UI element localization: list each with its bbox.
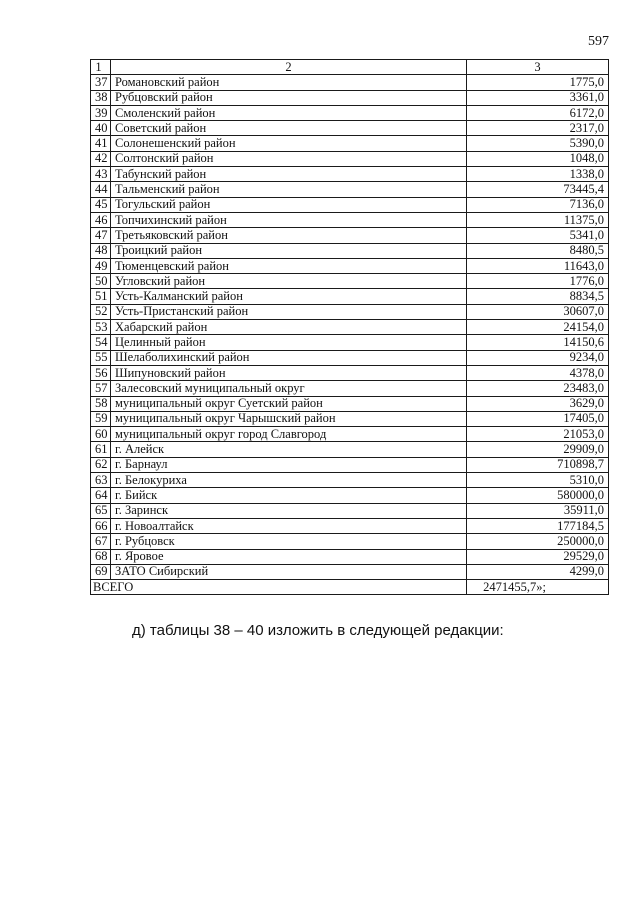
row-value: 3629,0 (467, 396, 609, 411)
row-name: муниципальный округ город Славгород (111, 427, 467, 442)
table-row (91, 350, 609, 365)
table-row (91, 258, 609, 273)
table-row (91, 381, 609, 396)
table-body (91, 60, 609, 595)
row-name: муниципальный округ Чарышский район (111, 411, 467, 426)
row-value: 1775,0 (467, 75, 609, 90)
row-name: г. Рубцовск (111, 534, 467, 549)
row-value: 5310,0 (467, 473, 609, 488)
row-number: 54 (91, 335, 111, 350)
row-number: 39 (91, 105, 111, 120)
row-number: 40 (91, 121, 111, 136)
row-number: 43 (91, 167, 111, 182)
table-row (91, 534, 609, 549)
row-number: 48 (91, 243, 111, 258)
row-number: 41 (91, 136, 111, 151)
row-number: 62 (91, 457, 111, 472)
row-name: Тогульский район (111, 197, 467, 212)
table-row (91, 289, 609, 304)
table-row (91, 121, 609, 136)
row-value: 250000,0 (467, 534, 609, 549)
row-value: 7136,0 (467, 197, 609, 212)
row-value: 23483,0 (467, 381, 609, 396)
header-col-3: 3 (467, 60, 609, 75)
table-row (91, 549, 609, 564)
row-name: Усть-Пристанский район (111, 304, 467, 319)
row-number: 67 (91, 534, 111, 549)
row-number: 52 (91, 304, 111, 319)
row-name: г. Барнаул (111, 457, 467, 472)
row-value: 17405,0 (467, 411, 609, 426)
table-row (91, 304, 609, 319)
table-row (91, 320, 609, 335)
row-value: 4299,0 (467, 564, 609, 579)
row-value: 4378,0 (467, 365, 609, 380)
row-name: г. Алейск (111, 442, 467, 457)
row-value: 5390,0 (467, 136, 609, 151)
row-number: 58 (91, 396, 111, 411)
table-row (91, 335, 609, 350)
row-number: 63 (91, 473, 111, 488)
row-value: 35911,0 (467, 503, 609, 518)
row-number: 47 (91, 228, 111, 243)
row-number: 65 (91, 503, 111, 518)
row-name: ЗАТО Сибирский (111, 564, 467, 579)
row-value: 2317,0 (467, 121, 609, 136)
row-name: Хабарский район (111, 320, 467, 335)
row-value: 29909,0 (467, 442, 609, 457)
table-row (91, 488, 609, 503)
table-row (91, 167, 609, 182)
row-name: Шипуновский район (111, 365, 467, 380)
table-row (91, 274, 609, 289)
row-value: 1048,0 (467, 151, 609, 166)
total-value: 2471455,7»; (467, 580, 609, 595)
budget-table (90, 59, 609, 595)
row-name: Топчихинский район (111, 212, 467, 227)
row-name: г. Белокуриха (111, 473, 467, 488)
row-name: г. Бийск (111, 488, 467, 503)
table-row (91, 396, 609, 411)
row-number: 60 (91, 427, 111, 442)
row-name: Третьяковский район (111, 228, 467, 243)
table-row (91, 212, 609, 227)
row-name: Угловский район (111, 274, 467, 289)
row-number: 51 (91, 289, 111, 304)
row-number: 68 (91, 549, 111, 564)
row-number: 56 (91, 365, 111, 380)
table-row (91, 427, 609, 442)
table-row (91, 442, 609, 457)
row-value: 29529,0 (467, 549, 609, 564)
row-number: 53 (91, 320, 111, 335)
table-row (91, 105, 609, 120)
table-row (91, 503, 609, 518)
row-name: Солтонский район (111, 151, 467, 166)
row-name: Солонешенский район (111, 136, 467, 151)
row-number: 38 (91, 90, 111, 105)
row-name: г. Новоалтайск (111, 518, 467, 533)
row-value: 8480,5 (467, 243, 609, 258)
row-number: 50 (91, 274, 111, 289)
row-name: Тальменский район (111, 182, 467, 197)
page-number: 597 (588, 34, 609, 49)
row-name: Рубцовский район (111, 90, 467, 105)
row-name: Романовский район (111, 75, 467, 90)
row-value: 1338,0 (467, 167, 609, 182)
row-name: Табунский район (111, 167, 467, 182)
row-number: 42 (91, 151, 111, 166)
table-row (91, 243, 609, 258)
table-row (91, 457, 609, 472)
table-row (91, 564, 609, 579)
table-row (91, 90, 609, 105)
table-row (91, 365, 609, 380)
table-row (91, 182, 609, 197)
row-number: 69 (91, 564, 111, 579)
row-value: 14150,6 (467, 335, 609, 350)
row-name: Залесовский муниципальный округ (111, 381, 467, 396)
row-value: 1776,0 (467, 274, 609, 289)
row-value: 73445,4 (467, 182, 609, 197)
row-number: 57 (91, 381, 111, 396)
table-total-row (91, 580, 609, 595)
row-value: 24154,0 (467, 320, 609, 335)
header-col-1: 1 (91, 60, 111, 75)
row-value: 5341,0 (467, 228, 609, 243)
row-name: Советский район (111, 121, 467, 136)
total-label: ВСЕГО (91, 580, 467, 595)
row-value: 30607,0 (467, 304, 609, 319)
row-name: Тюменцевский район (111, 258, 467, 273)
row-number: 66 (91, 518, 111, 533)
table-row (91, 473, 609, 488)
row-number: 46 (91, 212, 111, 227)
table-row (91, 75, 609, 90)
row-name: Усть-Калманский район (111, 289, 467, 304)
table-row (91, 411, 609, 426)
row-value: 177184,5 (467, 518, 609, 533)
table-header-row (91, 60, 609, 75)
table-row (91, 151, 609, 166)
instruction-text: д) таблицы 38 – 40 изложить в следующей редакции: (132, 622, 504, 639)
row-name: г. Яровое (111, 549, 467, 564)
row-name: Троицкий район (111, 243, 467, 258)
row-value: 21053,0 (467, 427, 609, 442)
row-name: Смоленский район (111, 105, 467, 120)
row-number: 37 (91, 75, 111, 90)
row-name: Целинный район (111, 335, 467, 350)
row-value: 580000,0 (467, 488, 609, 503)
row-number: 55 (91, 350, 111, 365)
row-number: 49 (91, 258, 111, 273)
table-row (91, 197, 609, 212)
header-col-2: 2 (111, 60, 467, 75)
row-name: муниципальный округ Суетский район (111, 396, 467, 411)
row-number: 45 (91, 197, 111, 212)
row-number: 64 (91, 488, 111, 503)
row-name: г. Заринск (111, 503, 467, 518)
row-value: 9234,0 (467, 350, 609, 365)
row-value: 11375,0 (467, 212, 609, 227)
row-value: 710898,7 (467, 457, 609, 472)
table-row (91, 228, 609, 243)
row-value: 11643,0 (467, 258, 609, 273)
row-value: 3361,0 (467, 90, 609, 105)
row-number: 59 (91, 411, 111, 426)
row-number: 61 (91, 442, 111, 457)
row-number: 44 (91, 182, 111, 197)
row-value: 6172,0 (467, 105, 609, 120)
row-name: Шелаболихинский район (111, 350, 467, 365)
table-row (91, 518, 609, 533)
table-row (91, 136, 609, 151)
row-value: 8834,5 (467, 289, 609, 304)
